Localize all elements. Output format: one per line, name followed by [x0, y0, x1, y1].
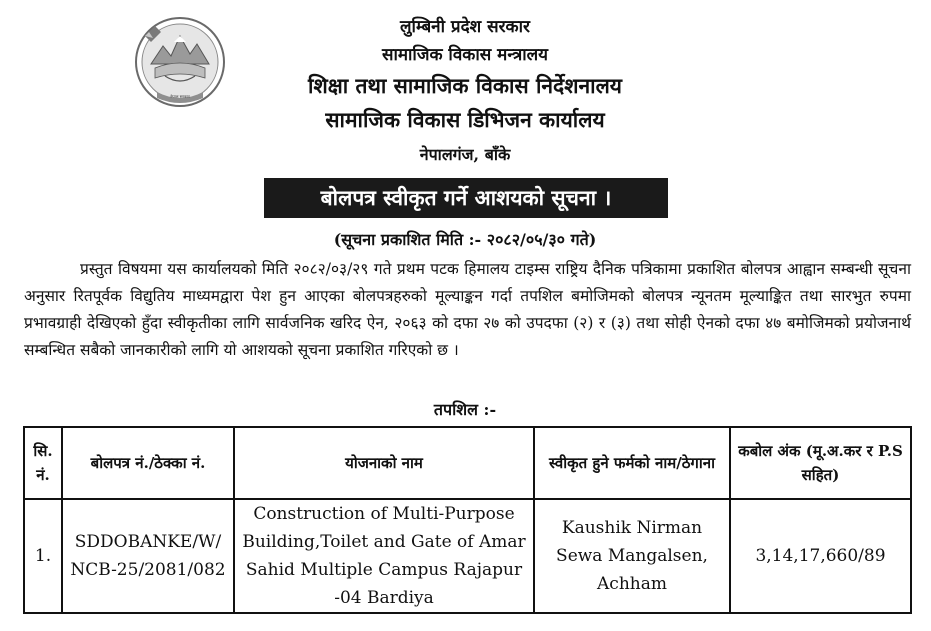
nepal-government-emblem-icon — [133, 12, 227, 108]
table-row — [24, 499, 911, 613]
notice-title-banner: बोलपत्र स्वीकृत गर्ने आशयको सूचना । — [264, 178, 668, 218]
ministry-name: सामाजिक विकास मन्त्रालय — [381, 45, 549, 65]
bid-award-table — [23, 426, 912, 614]
office-location: नेपालगंज, बाँके — [419, 145, 511, 164]
header-firm: स्वीकृत हुने फर्मको नाम/ठेगाना — [534, 427, 730, 499]
header-bid-no: बोलपत्र नं./ठेक्का नं. — [62, 427, 234, 499]
header-project: योजनाको नाम — [234, 427, 534, 499]
cell-project: Construction of Multi-Purpose Building,Toilet and Gate of Amar Sahid Multiple Campus Rajapur -04 Bardiya — [234, 499, 534, 613]
cell-bid-no: SDDOBANKE/W/ NCB-25/2081/082 — [62, 499, 234, 613]
publication-date: (सूचना प्रकाशित मिति :- २०८२/०५/३० गते) — [333, 230, 597, 249]
header-amount: कबोल अंक (मू.अ.कर र P.S सहित) — [730, 427, 911, 499]
office-name: सामाजिक विकास डिभिजन कार्यालय — [325, 107, 605, 132]
cell-firm: Kaushik Nirman Sewa Mangalsen, Achham — [534, 499, 730, 613]
cell-amount: 3,14,17,660/89 — [730, 499, 911, 613]
cell-sn: 1. — [24, 499, 62, 613]
government-name: लुम्बिनी प्रदेश सरकार — [400, 17, 530, 37]
header-sn: सि. नं. — [24, 427, 62, 499]
directorate-name: शिक्षा तथा सामाजिक विकास निर्देशनालय — [308, 73, 622, 98]
emblem-caption: नेपाल सरकार — [170, 94, 190, 99]
table-header-row — [24, 427, 911, 499]
notice-body: प्रस्तुत विषयमा यस कार्यालयको मिति २०८२/०३/२९ गते प्रथम पटक हिमालय टाइम्स राष्ट्रिय दैनिक पत्रिकामा प्रकाशित बोलपत्र आह्वान सम्बन्धी सूचना अनुसार रितपूर्वक विद्युतिय माध्यमद्वारा पेश हुन आएका बोलपत्रहरुको मूल्याङ्कन गर्दा तपशिल बमोजिमको बोलपत्र न्यूनतम मूल्याङ्कित तथा सारभुत रुपमा प्रभावग्राही देखिएको हुँदा स्वीकृतीका लागि सार्वजनिक खरिद ऐन, २०६३ को दफा २७ को उपदफा (२) र (३) तथा सोही ऐनको दफा ४७ बमोजिमको प्रयोजनार्थ सम्बन्धित सबैको जानकारीको लागि यो आशयको सूचना प्रकाशित गरिएको छ । — [24, 260, 911, 359]
details-heading: तपशिल :- — [433, 400, 497, 419]
